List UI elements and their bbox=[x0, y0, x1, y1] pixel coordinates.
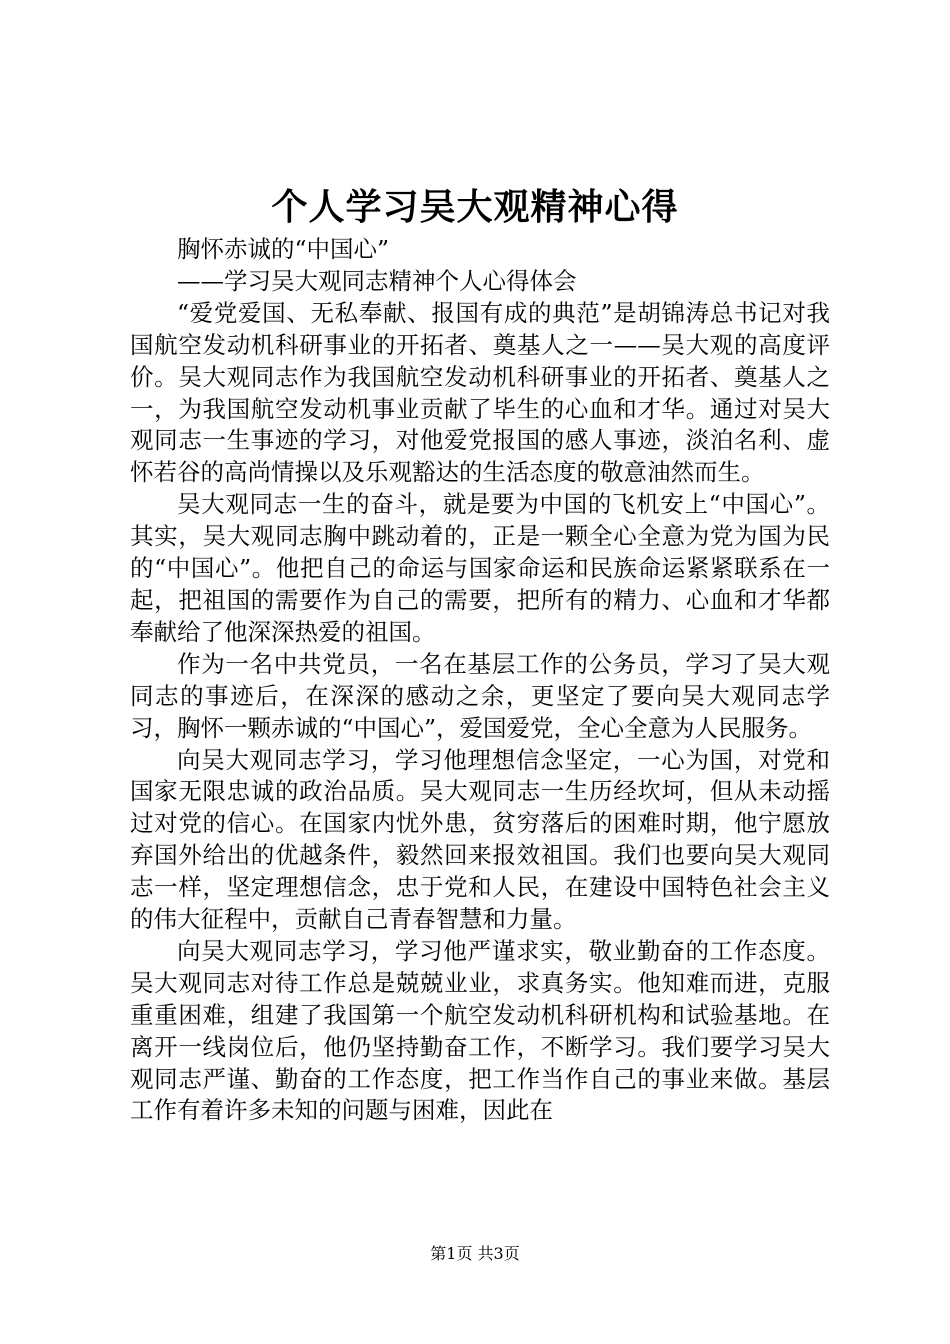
body-paragraph: “爱党爱国、无私奉献、报国有成的典范”是胡锦涛总书记对我国航空发动机科研事业的开拓者、奠基人之一——吴大观的高度评价。吴大观同志作为我国航空发动机科研事业的开拓者、奠基人之一，为我国航空发动机事业贡献了毕生的心血和才华。通过对吴大观同志一生事迹的学习，对他爱党报国的感人事迹，淡泊名利、虚怀若谷的高尚情操以及乐观豁达的生活态度的敬意油然而生。 bbox=[130, 298, 830, 487]
body-paragraph: 向吴大观同志学习，学习他严谨求实，敬业勤奋的工作态度。吴大观同志对待工作总是兢兢业业，求真务实。他知难而进，克服重重困难，组建了我国第一个航空发动机科研机构和试验基地。在离开一线岗位后，他仍坚持勤奋工作，不断学习。我们要学习吴大观同志严谨、勤奋的工作态度，把工作当作自己的事业来做。基层工作有着许多未知的问题与困难，因此在 bbox=[130, 936, 830, 1125]
page-number-footer: 第1页 共3页 bbox=[430, 1244, 520, 1263]
document-title: 个人学习吴大观精神心得 bbox=[271, 186, 679, 228]
body-paragraph: 作为一名中共党员，一名在基层工作的公务员，学习了吴大观同志的事迹后，在深深的感动之余，更坚定了要向吴大观同志学习，胸怀一颗赤诚的“中国心”，爱国爱党，全心全意为人民服务。 bbox=[130, 649, 830, 742]
body-paragraph: 向吴大观同志学习，学习他理想信念坚定，一心为国，对党和国家无限忠诚的政治品质。吴大观同志一生历经坎坷，但从未动摇过对党的信心。在国家内忧外患，贫穷落后的困难时期，他宁愿放弃国外给出的优越条件，毅然回来报效祖国。我们也要向吴大观同志一样，坚定理想信念，忠于党和人民，在建设中国特色社会主义的伟大征程中，贡献自己青春智慧和力量。 bbox=[130, 745, 830, 934]
subtitle-line: ——学习吴大观同志精神个人心得体会 bbox=[177, 266, 577, 295]
subtitle-line: 胸怀赤诚的“中国心” bbox=[177, 235, 390, 263]
document-body bbox=[130, 234, 830, 1127]
body-paragraph: 吴大观同志一生的奋斗，就是要为中国的飞机安上“中国心”。其实，吴大观同志胸中跳动着的，正是一颗全心全意为党为国为民的“中国心”。他把自己的命运与国家命运和民族命运紧紧联系在一起，把祖国的需要作为自己的需要，把所有的精力、心血和才华都奉献给了他深深热爱的祖国。 bbox=[130, 490, 830, 646]
